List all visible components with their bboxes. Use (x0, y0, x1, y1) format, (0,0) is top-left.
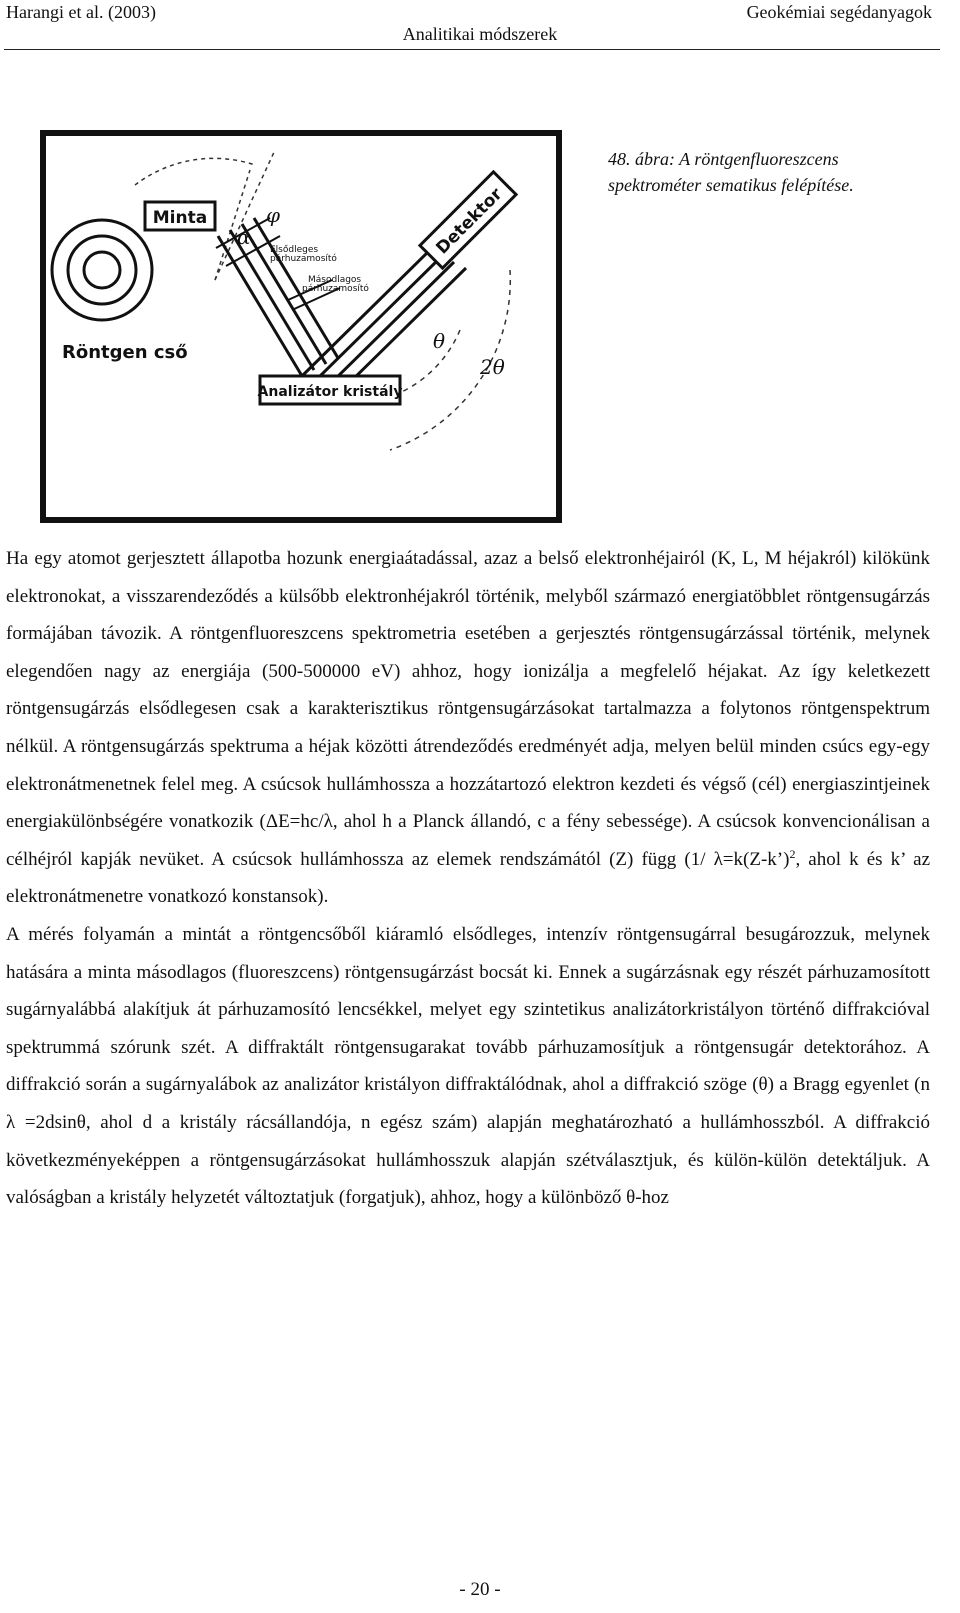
primary-collimator-label-2: párhuzamosító (270, 254, 337, 264)
figure-caption (608, 146, 948, 198)
page-header (0, 0, 960, 52)
paragraph-1-text-end: , ahol k és k’ az elektronátmenetre vonatkozó konstansok). (6, 848, 930, 908)
header-title: Geokémiai segédanyagok (746, 2, 932, 22)
header-chapter: Analitikai módszerek (402, 24, 558, 44)
figure-caption-line-1: 48. ábra: A röntgenfluoreszcens (608, 149, 839, 169)
analyzer-label: Analizátor kristály (257, 384, 403, 400)
detector-label: Detektor (432, 184, 507, 259)
paragraph-1 (6, 540, 930, 916)
secondary-collimator-label-1: Másodlagos (308, 275, 362, 285)
two-theta-symbol: 2θ (480, 355, 505, 379)
header-author: Harangi et al. (2003) (6, 2, 156, 22)
sample-label: Minta (152, 208, 208, 228)
tube-label: Röntgen cső (62, 342, 188, 363)
page-number: - 20 - (459, 1579, 501, 1600)
exponent: 2 (789, 846, 796, 861)
phi-symbol: φ (266, 203, 281, 227)
primary-collimator-label-1: Elsődleges (270, 245, 319, 255)
paragraph-1-text: Ha egy atomot gerjesztett állapotba hozunk energiaátadással, azaz a belső elektronhéjairól (K, L, M héjakról) kilökünk elektronokat, a visszarendeződés a külsőbb elektronhéjakról történik, melyből származó energiatöbblet röntgensugárzás formájában távozik. A röntgenfluoreszcens spektrometria esetében a gerjesztés röntgensugárzással történik, melynek elegendően nagy az energiája (500-500000 eV) ahhoz, hogy ionizálja a megfelelő héjakat. Az így keletkezett röntgensugárzás elsődlegesen csak a karakterisztikus röntgensugárzásokat tartalmazza a folytonos röntgenspektrum nélkül. A röntgensugárzás spektruma a héjak közötti átrendeződés eredményét adja, melyen belül minden csúcs egy-egy elektronátmenetnek felel meg. A csúcsok hullámhossza a hozzátartozó elektron kezdeti és végső (cél) energiaszintjeinek energiakülönbségére vonatkozik (ΔE=hc/λ, ahol h a Planck állandó, c a fény sebessége). A csúcsok konvencionálisan a célhéjról kapják nevüket. A csúcsok hullámhossza az elemek rendszámától (Z) függ (1/ λ=k(Z-k’) (6, 548, 930, 870)
paragraph-2: A mérés folyamán a mintát a röntgencsőből kiáramló elsődleges, intenzív röntgensugárral besugározzuk, melynek hatására a minta másodlagos (fluoreszcens) röntgensugárzást bocsát ki. Ennek a sugárzásnak egy részét párhuzamosított sugárnyalábbá alakítjuk át párhuzamosító lencsékkel, melyet egy szintetikus analizátorkristályon történő diffrakcióval spektrummá szórunk szét. A diffraktált röntgensugarakat tovább párhuzamosítjuk a röntgensugár detektorához. A diffrakció során a sugárnyalábok az analizátor kristályon diffraktálódnak, ahol a diffrakció szöge (θ) a Bragg egyenlet (n λ =2dsinθ, ahol d a kristály rácsállandója, n egész szám) alapján meghatározható a hullámhosszból. A diffrakció következményeképpen a röntgensugárzásokat hullámhosszuk alapján szétválasztjuk, és külön-külön detektáljuk. A valóságban a kristály helyzetét változtatjuk (forgatjuk), ahhoz, hogy a különböző θ-hoz (6, 923, 930, 1209)
body-text (6, 540, 930, 1217)
header-rule (4, 49, 940, 50)
theta-symbol: θ (433, 329, 446, 353)
figure-caption-line-2: spektrométer sematikus felépítése. (608, 175, 854, 195)
alpha-symbol: α (237, 225, 251, 249)
xrf-spectrometer-diagram (40, 130, 562, 523)
secondary-collimator-label-2: párhuzamosító (302, 284, 369, 294)
